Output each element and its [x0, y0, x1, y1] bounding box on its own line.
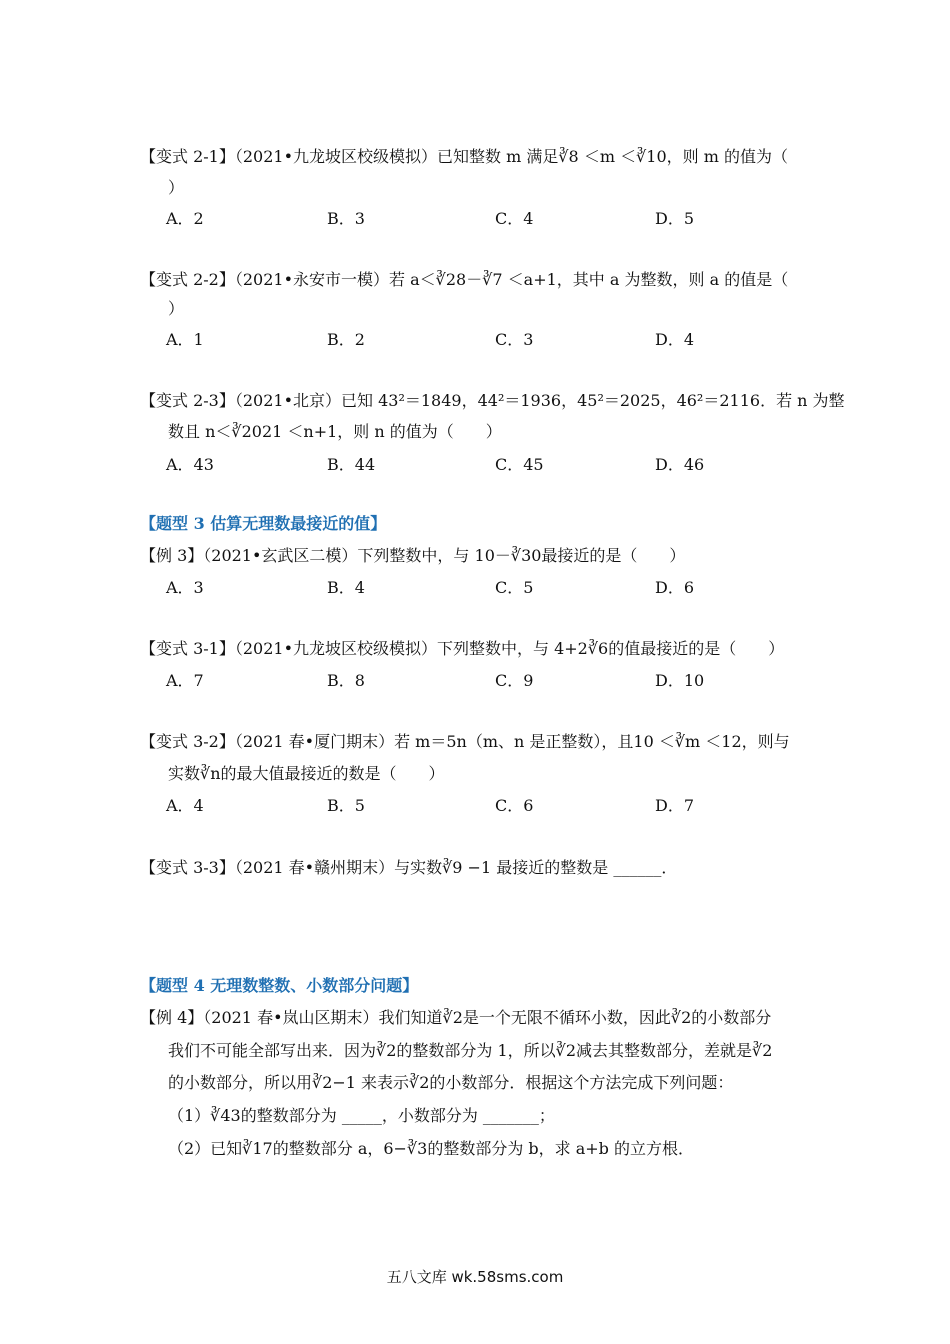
section-heading-type4: 【题型 4 无理数整数、小数部分问题】	[140, 976, 419, 995]
option-b: B．8	[327, 671, 365, 690]
option-a: A．3	[166, 578, 204, 597]
question-e4-line3: 的小数部分，所以用∛2−1 来表示∛2的小数部分．根据这个方法完成下列问题：	[168, 1073, 734, 1092]
question-e4-part1: （1）∛43的整数部分为 _____，小数部分为 _______；	[168, 1106, 555, 1125]
option-d: D．4	[655, 330, 695, 349]
question-v2-2-line1: 【变式 2-2】（2021•永安市一模）若 a＜∛28－∛7 ＜a+1，其中 a 为整数，则 a 的值是（	[140, 270, 789, 289]
question-e4-line2: 我们不可能全部写出来．因为∛2的整数部分为 1，所以∛2减去其整数部分，差就是∛2	[168, 1041, 773, 1060]
option-c: C．9	[495, 671, 534, 690]
option-d: D．5	[655, 209, 695, 228]
option-a: A．7	[166, 671, 204, 690]
option-b: B．3	[327, 209, 365, 228]
question-v3-2-line2: 实数∛n的最大值最接近的数是（ ）	[168, 764, 445, 783]
page-footer: 五八文库 wk.58sms.com	[386, 1268, 564, 1286]
question-v2-1-line1: 【变式 2-1】（2021•九龙坡区校级模拟）已知整数 m 满足∛8 ＜m ＜∛10，则 m 的值为（	[140, 147, 788, 166]
option-c: C．4	[495, 209, 534, 228]
section-heading-type3: 【题型 3 估算无理数最接近的值】	[140, 514, 387, 533]
question-v2-1-line2: ）	[168, 178, 185, 197]
question-e4-part2: （2）已知∛17的整数部分 a，6−∛3的整数部分为 b，求 a+b 的立方根．	[168, 1139, 695, 1158]
question-v2-2-line2: ）	[168, 299, 185, 318]
option-d: D．10	[655, 671, 705, 690]
option-c: C．6	[495, 796, 534, 815]
option-b: B．5	[327, 796, 365, 815]
question-v3-3-line1: 【变式 3-3】（2021 春•赣州期末）与实数∛9 −1 最接近的整数是 ______．	[140, 858, 678, 877]
option-b: B．44	[327, 455, 376, 474]
option-c: C．3	[495, 330, 534, 349]
option-d: D．6	[655, 578, 695, 597]
question-v2-3-line2: 数且 n＜∛2021 ＜n+1，则 n 的值为（ ）	[168, 422, 502, 441]
option-a: A．4	[166, 796, 204, 815]
question-e3-line1: 【例 3】（2021•玄武区二模）下列整数中，与 10－∛30最接近的是（ ）	[140, 546, 686, 565]
option-b: B．2	[327, 330, 365, 349]
option-a: A．43	[166, 455, 214, 474]
option-a: A．2	[166, 209, 204, 228]
option-d: D．7	[655, 796, 695, 815]
option-c: C．45	[495, 455, 544, 474]
option-c: C．5	[495, 578, 534, 597]
option-d: D．46	[655, 455, 705, 474]
option-a: A．1	[166, 330, 204, 349]
question-v3-1-line1: 【变式 3-1】（2021•九龙坡区校级模拟）下列整数中，与 4+2∛6的值最接近的是（ ）	[140, 639, 785, 658]
question-e4-line1: 【例 4】（2021 春•岚山区期末）我们知道∛2是一个无限不循环小数，因此∛2的小数部分	[140, 1008, 772, 1027]
question-v3-2-line1: 【变式 3-2】（2021 春•厦门期末）若 m＝5n（m、n 是正整数），且10 ＜∛m ＜12，则与	[140, 732, 790, 751]
option-b: B．4	[327, 578, 365, 597]
question-v2-3-line1: 【变式 2-3】（2021•北京）已知 43²＝1849，44²＝1936，45²＝2025，46²＝2116．若 n 为整	[140, 391, 845, 410]
